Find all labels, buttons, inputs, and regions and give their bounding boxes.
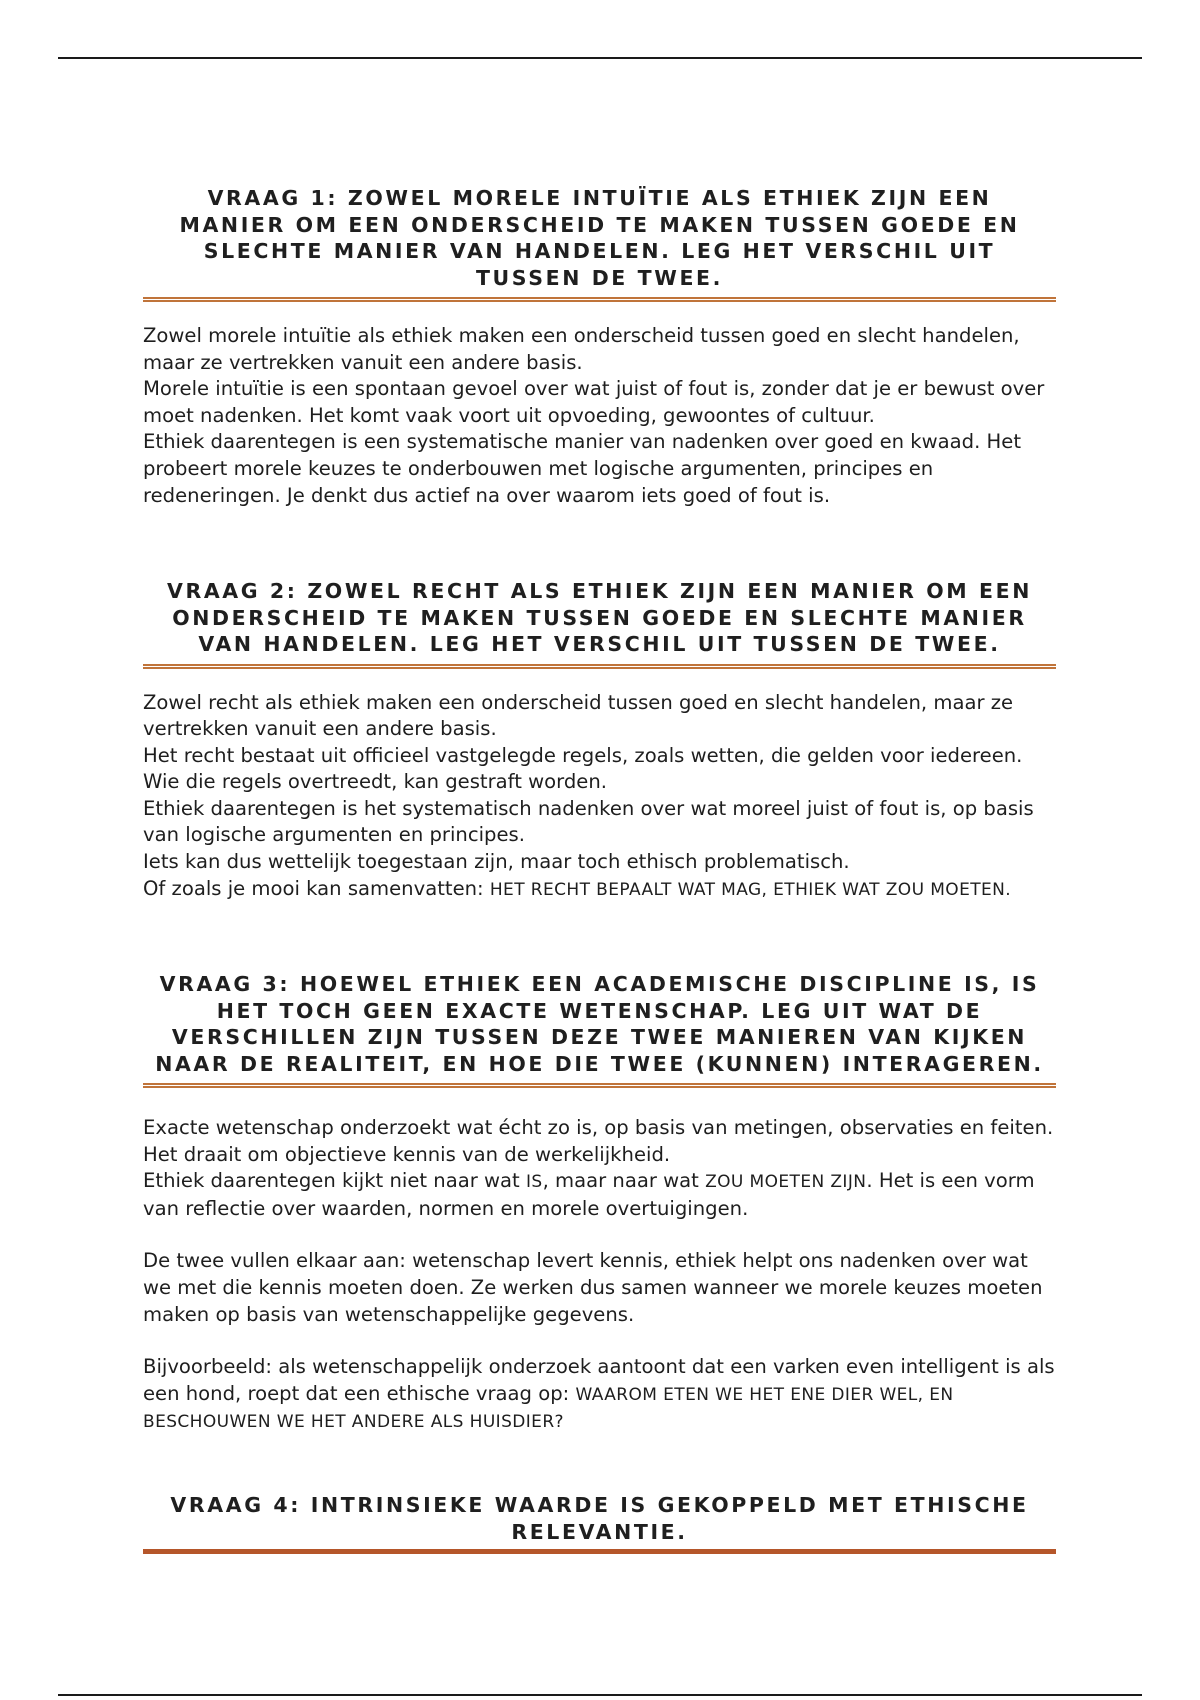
answer-paragraph	[143, 1168, 1056, 1222]
question-3-answer	[143, 1115, 1056, 1436]
answer-paragraph: Ethiek daarentegen is een systematische manier van nadenken over goed en kwaad. Het probeert morele keuzes te onderbouwen met logische argumenten, principes en redeneringen. Je denkt dus actief na over waarom iets goed of fout is.	[143, 430, 1022, 507]
paragraph-gap	[143, 1328, 1056, 1354]
caps-run: IS	[525, 1172, 543, 1193]
answer-paragraph: Zowel recht als ethiek maken een onderscheid tussen goed en slecht handelen, maar ze vertrekken vanuit een andere basis.	[143, 690, 1014, 741]
question-1-answer	[143, 323, 1056, 509]
answer-paragraph: Het recht bestaat uit officieel vastgelegde regels, zoals wetten, die gelden voor iedereen. Wie die regels overtreedt, kan gestraft worden.	[143, 743, 1023, 794]
question-2-answer	[143, 690, 1056, 904]
question-4-title: VRAAG 4: INTRINSIEKE WAARDE IS GEKOPPELD MET ETHISCHE RELEVANTIE.	[143, 1492, 1056, 1554]
caps-run: WAAROM ETEN WE HET ENE DIER WEL, EN BESCHOUWEN WE HET ANDERE ALS HUISDIER?	[143, 1384, 954, 1433]
text-run: , maar naar wat	[542, 1169, 706, 1193]
question-2-title: VRAAG 2: ZOWEL RECHT ALS ETHIEK ZIJN EEN MANIER OM EEN ONDERSCHEID TE MAKEN TUSSEN GOEDE EN SLECHTE MANIER VAN HANDELEN. LEG HET VERSCHIL UIT TUSSEN DE TWEE.	[143, 578, 1056, 669]
text-run: Ethiek daarentegen kijkt niet naar wat	[143, 1169, 526, 1193]
summary-caps: HET RECHT BEPAALT WAT MAG, ETHIEK WAT ZOU MOETEN.	[489, 879, 1012, 900]
paragraph-gap	[143, 1222, 1056, 1248]
answer-paragraph	[143, 1354, 1056, 1436]
answer-paragraph: Iets kan dus wettelijk toegestaan zijn, maar toch ethisch problematisch.	[143, 850, 850, 874]
answer-paragraph: De twee vullen elkaar aan: wetenschap levert kennis, ethiek helpt ons nadenken over wat we met die kennis moeten doen. Ze werken dus samen wanneer we morele keuzes moeten maken op basis van wetenschappelijke gegevens.	[143, 1249, 1043, 1326]
answer-paragraph: Morele intuïtie is een spontaan gevoel over wat juist of fout is, zonder dat je er bewust over moet nadenken. Het komt vaak voort uit opvoeding, gewoontes of cultuur.	[143, 377, 1045, 427]
question-3	[143, 971, 1056, 1436]
footer-rule	[58, 1694, 1142, 1696]
header-rule	[58, 57, 1142, 59]
summary-intro: Of zoals je mooi kan samenvatten:	[143, 876, 490, 900]
answer-paragraph: Exacte wetenschap onderzoekt wat écht zo is, op basis van metingen, observaties en feiten. Het draait om objectieve kennis van de werkelijkheid.	[143, 1116, 1054, 1166]
answer-summary	[143, 876, 1056, 904]
answer-paragraph: Ethiek daarentegen is het systematisch nadenken over wat moreel juist of fout is, op basis van logische argumenten en principes.	[143, 796, 1034, 847]
question-1	[143, 185, 1056, 509]
text-run: Bijvoorbeeld: als wetenschappelijk onderzoek aantoont dat een varken even intelligent is als een hond, roept dat een ethische vraag op:	[143, 1355, 1055, 1405]
question-3-title: VRAAG 3: HOEWEL ETHIEK EEN ACADEMISCHE DISCIPLINE IS, IS HET TOCH GEEN EXACTE WETENSCHAP. LEG UIT WAT DE VERSCHILLEN ZIJN TUSSEN DEZE TWEE MANIEREN VAN KIJKEN NAAR DE REALITEIT, EN HOE DIE TWEE (KUNNEN) INTERAGEREN.	[143, 971, 1056, 1088]
question-4	[143, 1492, 1056, 1554]
question-1-title: VRAAG 1: ZOWEL MORELE INTUÏTIE ALS ETHIEK ZIJN EEN MANIER OM EEN ONDERSCHEID TE MAKEN TUSSEN GOEDE EN SLECHTE MANIER VAN HANDELEN. LEG HET VERSCHIL UIT TUSSEN DE TWEE.	[143, 185, 1056, 302]
text-run: . Het is een vorm van reflectie over waarden, normen en morele overtuigingen.	[143, 1169, 1035, 1220]
caps-run: ZOU MOETEN ZIJN	[705, 1172, 867, 1193]
question-2	[143, 578, 1056, 903]
answer-paragraph: Zowel morele intuïtie als ethiek maken een onderscheid tussen goed en slecht handelen, maar ze vertrekken vanuit een andere basis.	[143, 324, 1020, 374]
